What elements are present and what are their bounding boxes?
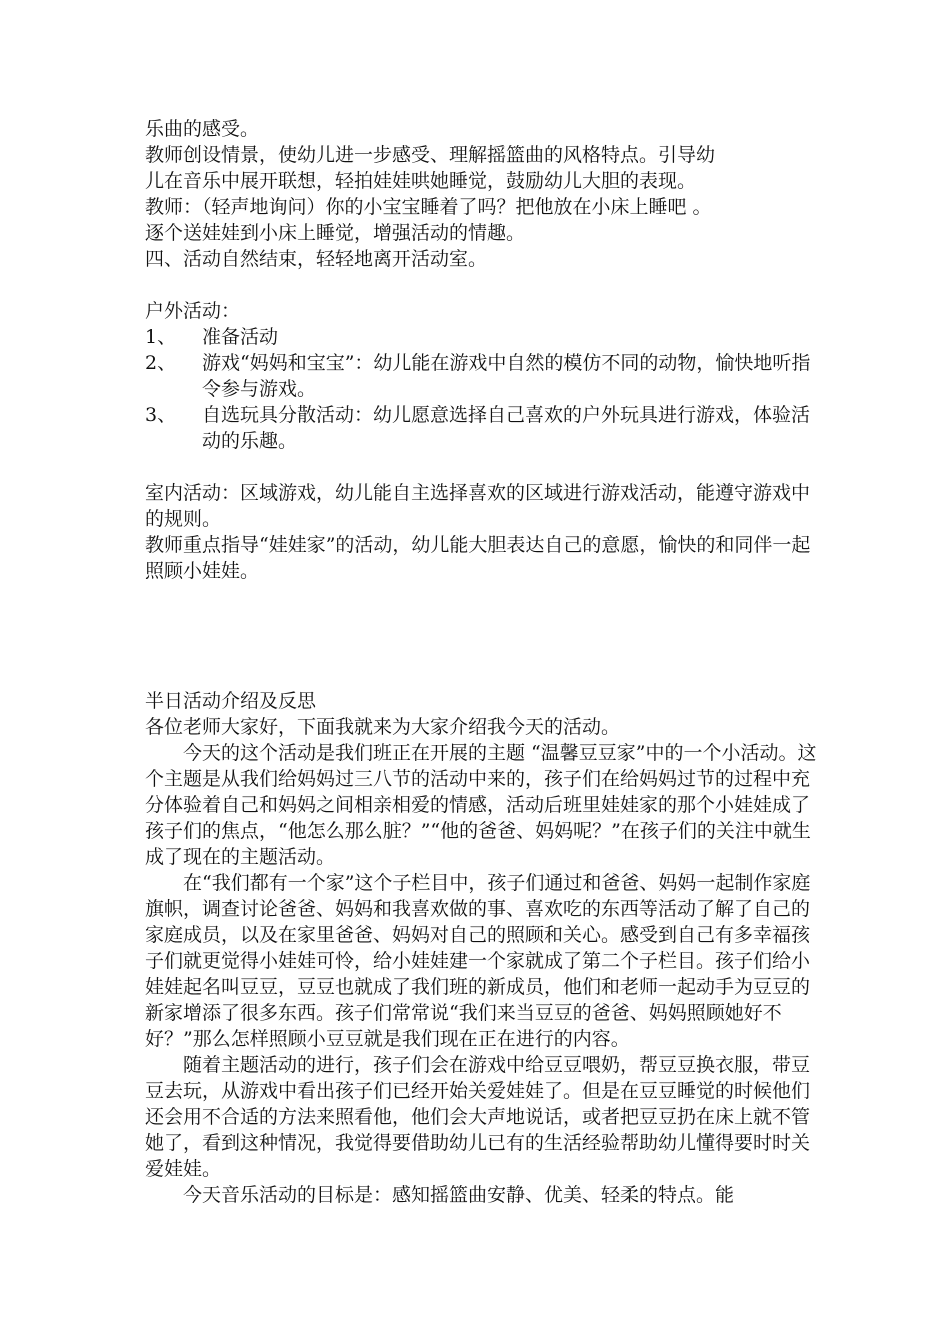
document-page <box>145 116 820 1208</box>
greeting: 各位老师大家好，下面我就来为大家介绍我今天的活动。 <box>145 716 621 738</box>
list-item <box>145 324 820 350</box>
paragraph: 今天的这个活动是我们班正在开展的主题 “温馨豆豆家”中的一个小活动。这个主题是从我们给妈妈过三八节的活动中来的，孩子们在给妈妈过节的过程中充分体验着自己和妈妈之间相亲相爱的情感，活动后班里娃娃家的那个小娃娃成了孩子们的焦点，“他怎么那么脏？”“他的爸爸、妈妈呢？”在孩子们的关注中就生成了现在的主题活动。 <box>145 742 817 868</box>
text-line: 儿在音乐中展开联想，轻拍娃娃哄她睡觉，鼓励幼儿大胆的表现。 <box>145 170 697 192</box>
text-line: 教师创设情景，使幼儿进一步感受、理解摇篮曲的风格特点。引导幼 <box>145 144 716 166</box>
indoor-paragraph: 室内活动：区域游戏，幼儿能自主选择喜欢的区域进行游戏活动，能遵守游戏中的规则。 <box>145 482 811 530</box>
list-number: 1、 <box>145 326 177 348</box>
paragraph: 今天音乐活动的目标是：感知摇篮曲安静、优美、轻柔的特点。能 <box>183 1184 735 1206</box>
text-line: 四、活动自然结束，轻轻地离开活动室。 <box>145 248 488 270</box>
list-item <box>145 402 820 454</box>
paragraph: 在“我们都有一个家”这个子栏目中，孩子们通过和爸爸、妈妈一起制作家庭旗帜，调查讨论爸爸、妈妈和我喜欢做的事、喜欢吃的东西等活动了解了自己的家庭成员，以及在家里爸爸、妈妈对自己的照顾和关心。感受到自己有多幸福孩子们就更觉得小娃娃可怜，给小娃娃建一个家就成了第二个子栏目。孩子们给小娃娃起名叫豆豆，豆豆也就成了我们班的新成员，他们和老师一起动手为豆豆的新家增添了很多东西。孩子们常常说“我们来当豆豆的爸爸、妈妈照顾她好不好？”那么怎样照顾小豆豆就是我们现在正在进行的内容。 <box>145 872 811 1050</box>
text-line: 逐个送娃娃到小床上睡觉，增强活动的情趣。 <box>145 222 526 244</box>
list-number: 3、 <box>145 404 177 426</box>
text-line: 乐曲的感受。 <box>145 118 260 140</box>
paragraph: 随着主题活动的进行，孩子们会在游戏中给豆豆喂奶，帮豆豆换衣服，带豆豆去玩，从游戏中看出孩子们已经开始关爱娃娃了。但是在豆豆睡觉的时候他们还会用不合适的方法来照看他，他们会大声地说话，或者把豆豆扔在床上就不管她了，看到这种情况，我觉得要借助幼儿已有的生活经验帮助幼儿懂得要时时关爱娃娃。 <box>145 1054 811 1180</box>
list-number: 2、 <box>145 352 177 374</box>
list-item <box>145 350 820 402</box>
text-line: 教师：（轻声地询问）你的小宝宝睡着了吗？把他放在小床上睡吧 。 <box>145 196 712 218</box>
outdoor-title: 户外活动： <box>145 300 241 322</box>
list-text: 游戏“妈妈和宝宝”：幼儿能在游戏中自然的模仿不同的动物，愉快地听指令参与游戏。 <box>202 352 811 400</box>
indoor-paragraph: 教师重点指导“娃娃家”的活动，幼儿能大胆表达自己的意愿，愉快的和同伴一起照顾小娃娃。 <box>145 534 811 582</box>
list-text: 准备活动 <box>202 326 279 348</box>
section-title: 半日活动介绍及反思 <box>145 690 317 712</box>
list-text: 自选玩具分散活动：幼儿愿意选择自己喜欢的户外玩具进行游戏，体验活动的乐趣。 <box>202 404 811 452</box>
